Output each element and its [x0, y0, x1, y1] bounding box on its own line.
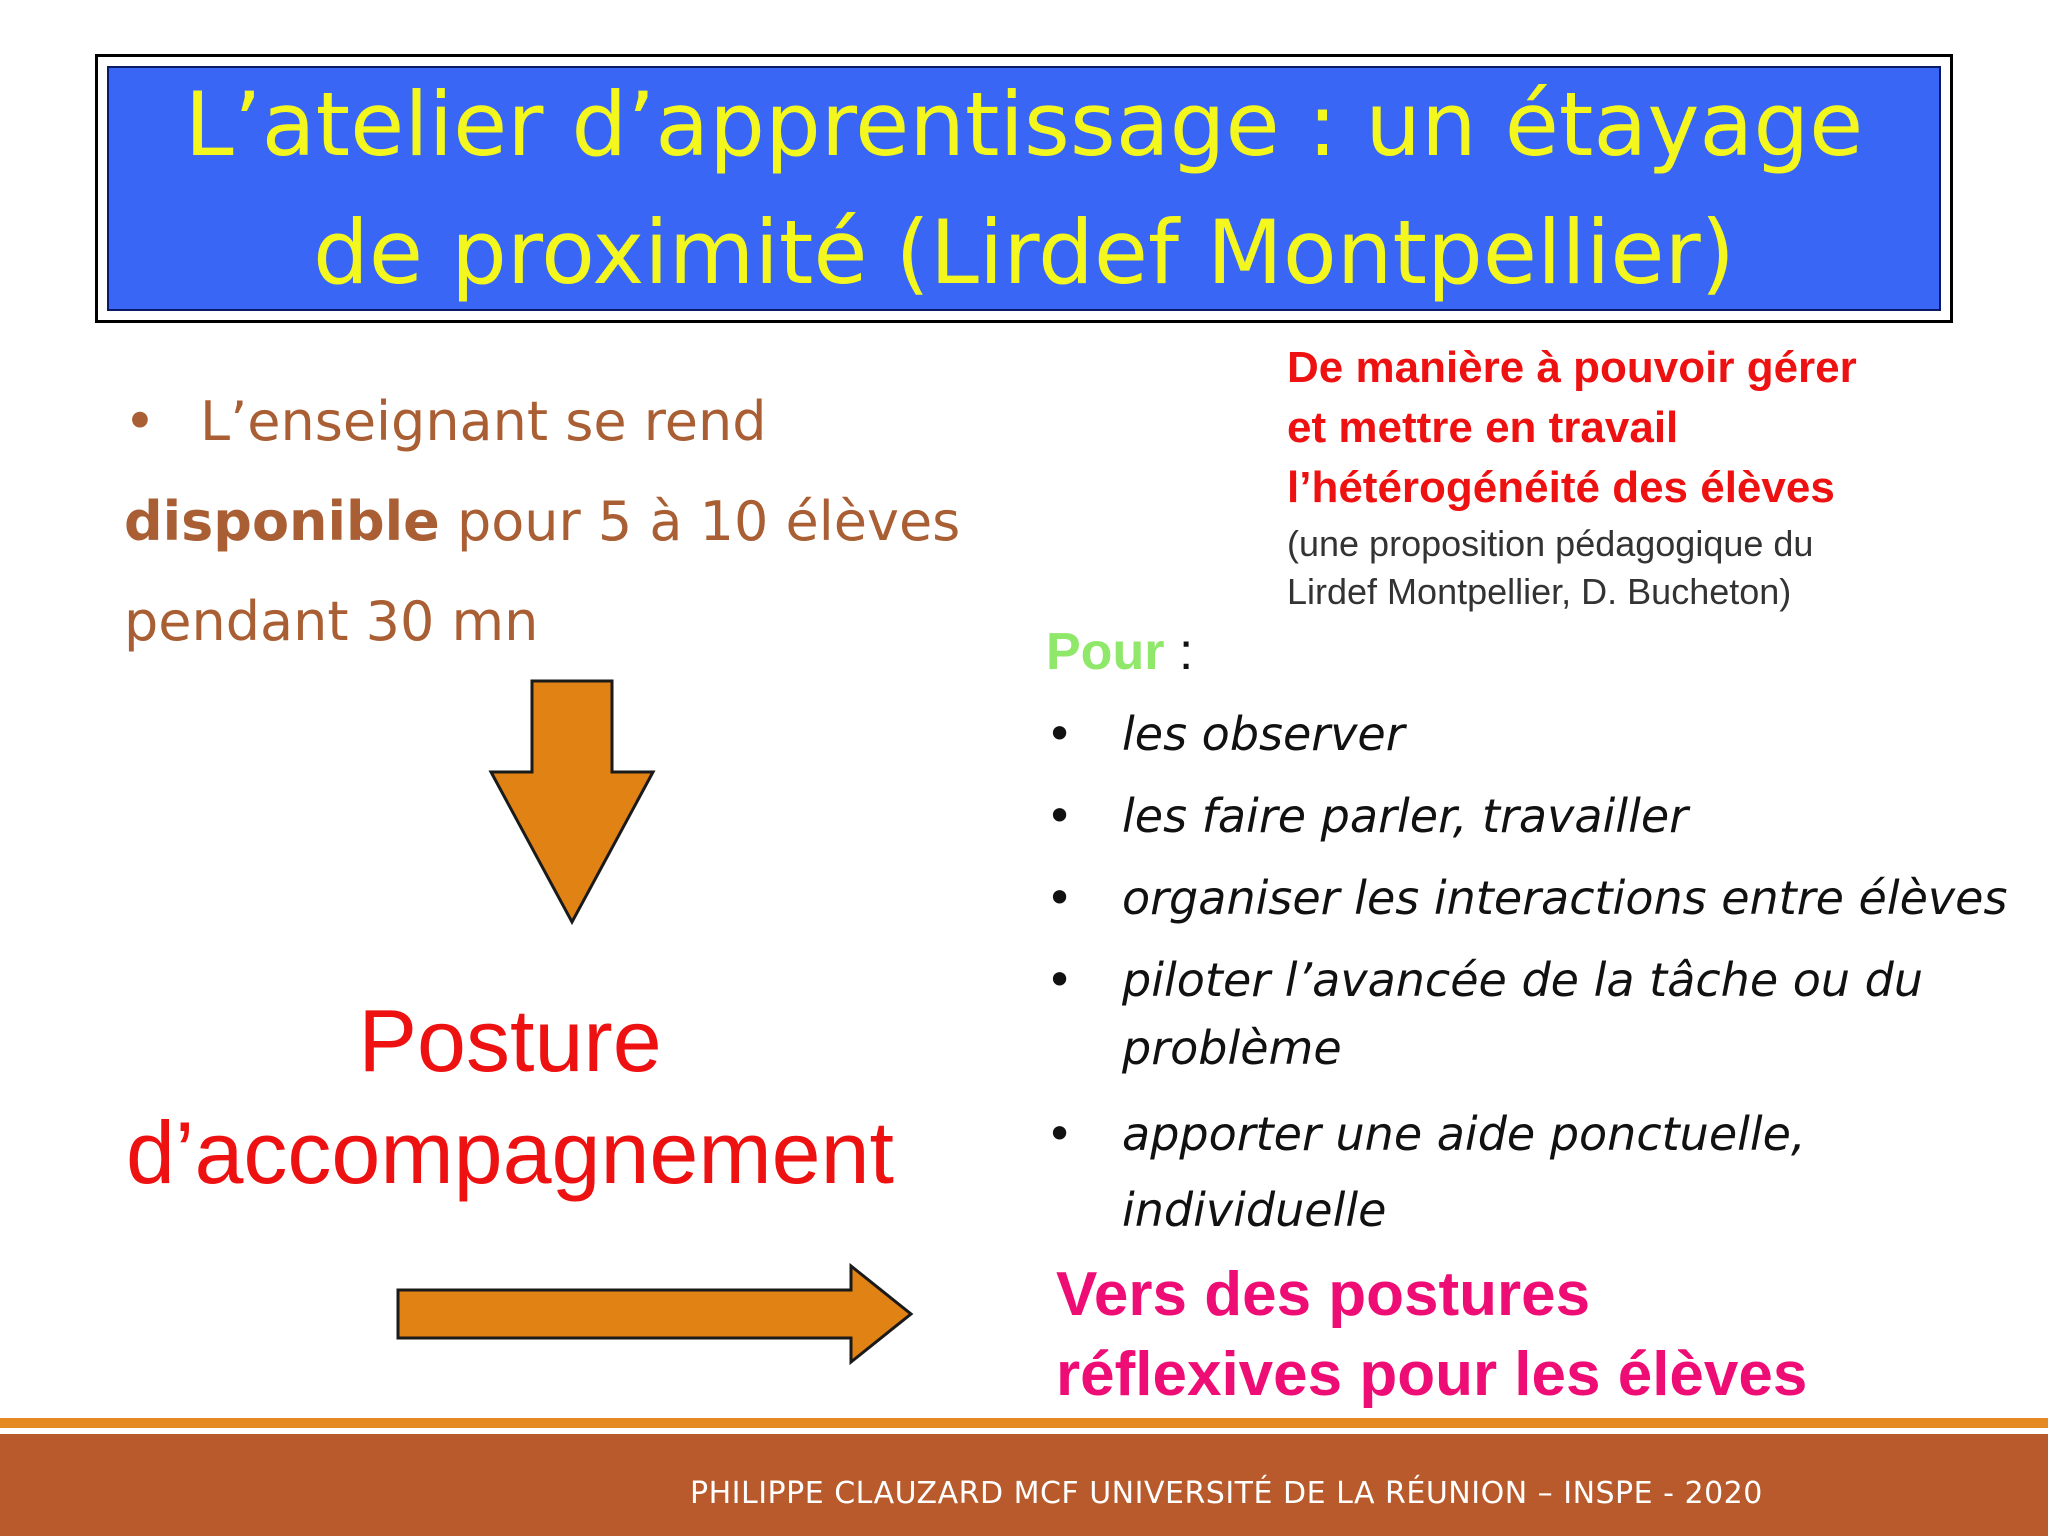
source-note	[1287, 520, 2027, 616]
red-note-line-2: et mettre en travail	[1287, 403, 1679, 452]
bullet-icon: •	[1046, 1107, 1074, 1161]
list-item	[1046, 700, 2046, 768]
pour-word: Pour	[1046, 623, 1165, 681]
left-line-3: pendant 30 mn	[124, 590, 539, 653]
posture-heading	[110, 985, 910, 1209]
list-item-text-line-1: apporter une aide ponctuelle,	[1122, 1107, 1806, 1161]
right-arrow-shape	[398, 1266, 911, 1362]
list-item	[1046, 864, 2046, 932]
footer-accent-line	[0, 1418, 2048, 1428]
down-arrow-shape	[491, 681, 653, 922]
red-note	[1287, 338, 2027, 518]
bullet-icon: •	[1046, 871, 1074, 925]
list-item-text-line-1: piloter l’avancée de la tâche ou du	[1122, 953, 1924, 1007]
title-frame	[95, 54, 1953, 323]
list-item-text: les faire parler, travailler	[1122, 789, 1689, 843]
slide-title	[185, 61, 1864, 317]
bullet-icon: •	[1046, 953, 1074, 1007]
pour-colon: :	[1164, 623, 1194, 681]
left-line-2	[124, 472, 984, 572]
list-item-text-line-2: problème	[1122, 1021, 1342, 1075]
red-note-line-1: De manière à pouvoir gérer	[1287, 343, 1857, 392]
title-line-2: de proximité (Lirdef Montpellier)	[313, 200, 1735, 304]
red-note-line-3: l’hétérogénéité des élèves	[1287, 463, 1835, 512]
list-item-text-line-2: individuelle	[1122, 1183, 1387, 1237]
conclusion-line-2: réflexives pour les élèves	[1056, 1340, 1808, 1409]
title-box	[107, 66, 1941, 311]
left-line-2-rest: pour 5 à 10 élèves	[439, 490, 961, 553]
footer-text: PHILIPPE CLAUZARD MCF UNIVERSITÉ DE LA RÉUNION – INSPE - 2020	[690, 1476, 1763, 1511]
list-item	[1046, 946, 2046, 1082]
left-bullet-line	[124, 372, 984, 472]
source-note-line-1: (une proposition pédagogique du	[1287, 523, 1814, 564]
conclusion-text	[1056, 1255, 2036, 1415]
list-item-text: les observer	[1122, 707, 1405, 761]
disponible-bold: disponible	[124, 490, 440, 553]
left-text-block	[124, 372, 984, 672]
bullet-icon: •	[1046, 789, 1074, 843]
bullet-icon: •	[124, 390, 156, 453]
list-item	[1046, 782, 2046, 850]
goals-list	[1046, 700, 2046, 1262]
list-item	[1046, 1096, 2046, 1248]
source-note-line-2: Lirdef Montpellier, D. Bucheton)	[1287, 571, 1792, 612]
list-item-text: organiser les interactions entre élèves	[1122, 871, 2008, 925]
left-line-1: L’enseignant se rend	[200, 390, 767, 453]
posture-line-2: d’accompagnement	[125, 1103, 895, 1202]
title-line-1: L’atelier d’apprentissage : un étayage	[184, 72, 1864, 176]
conclusion-line-1: Vers des postures	[1056, 1260, 1591, 1329]
pour-heading	[1046, 620, 1193, 684]
posture-line-1: Posture	[358, 991, 662, 1090]
footer-bar	[0, 1434, 2048, 1536]
bullet-icon: •	[1046, 707, 1074, 761]
